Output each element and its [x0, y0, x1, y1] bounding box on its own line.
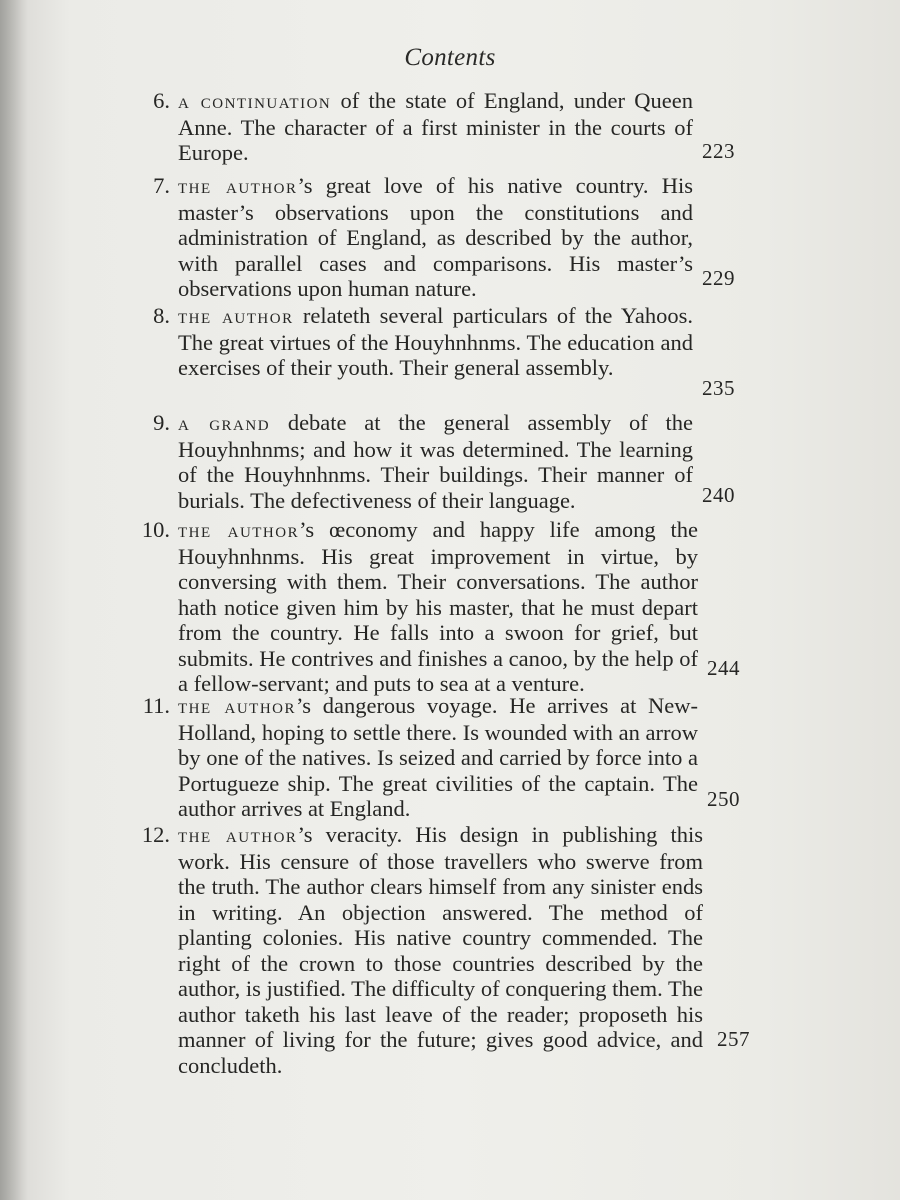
- chapter-number: 12.: [141, 822, 170, 847]
- page-number: 229: [702, 266, 735, 290]
- page-number: 244: [707, 656, 740, 680]
- chapter-lead: the author: [178, 304, 294, 328]
- chapter-lead: the author: [178, 174, 298, 198]
- chapter-summary: [178, 173, 693, 302]
- chapter-summary: [178, 693, 698, 822]
- chapter-lead: a grand: [178, 411, 271, 435]
- chapter-number: 6.: [153, 88, 170, 113]
- page-number: 257: [717, 1027, 750, 1051]
- chapter-text: ’s veracity. His design in publishing this work. His censure of those travellers who swerve from the truth. The author clears himself from any sinister ends in writing. An objection answered. The method of planting colonies. His native country commended. The right of the crown to those countries described by the author, is justified. The difficulty of conquering them. The author taketh his last leave of the reader; proposeth his manner of living for the future; gives good advice, and concludeth.: [178, 822, 703, 1078]
- chapter-number: 8.: [153, 303, 170, 328]
- chapter-text: of the state of England, under Queen Anne. The character of a first minister in the courts of Europe.: [178, 88, 693, 165]
- chapter-summary: [178, 822, 703, 1078]
- page-number: 235: [702, 376, 735, 400]
- chapter-number: 7.: [153, 173, 170, 198]
- page-title: Contents: [404, 44, 496, 71]
- chapter-number: 10.: [141, 517, 170, 542]
- chapter-summary: [178, 517, 698, 697]
- chapter-text: relateth several particulars of the Yahoos. The great virtues of the Houyhnhnms. The education and exercises of their youth. Their general assembly.: [178, 303, 693, 380]
- chapter-summary: [178, 410, 693, 513]
- chapter-summary: [178, 88, 693, 166]
- page-number: 223: [702, 139, 735, 163]
- chapter-text: debate at the general assembly of the Houyhnhnms; and how it was determined. The learning of the Houyhnhnms. Their buildings. Their manner of burials. The defectiveness of their language.: [178, 410, 694, 513]
- page-number: 250: [707, 787, 740, 811]
- chapter-text: ’s great love of his native country. His master’s observations upon the constitutions and administration of England, as described by the author, with parallel cases and comparisons. His master’s observations upon human nature.: [178, 173, 693, 301]
- chapter-number: 11.: [142, 693, 170, 718]
- chapter-text: ’s dangerous voyage. He arrives at New-Holland, hoping to settle there. Is wounded with an arrow by one of the natives. Is seized and carried by force into a Portugueze ship. The great civilities of the captain. The author arrives at England.: [178, 693, 699, 821]
- chapter-lead: the author: [178, 694, 296, 718]
- page-number: 240: [702, 483, 735, 507]
- chapter-lead: a continuation: [178, 89, 332, 113]
- chapter-summary: [178, 303, 693, 381]
- chapter-text: ’s œconomy and happy life among the Houyhnhnms. His great improvement in virtue, by conversing with them. Their conversations. The author hath notice given him by his master, that he must depart from the country. He falls into a swoon for grief, but submits. He contrives and finishes a canoo, by the help of a fellow-servant; and puts to sea at a venture.: [178, 517, 698, 696]
- chapter-number: 9.: [153, 410, 170, 435]
- chapter-lead: the author: [178, 518, 300, 542]
- chapter-lead: the author: [178, 823, 298, 847]
